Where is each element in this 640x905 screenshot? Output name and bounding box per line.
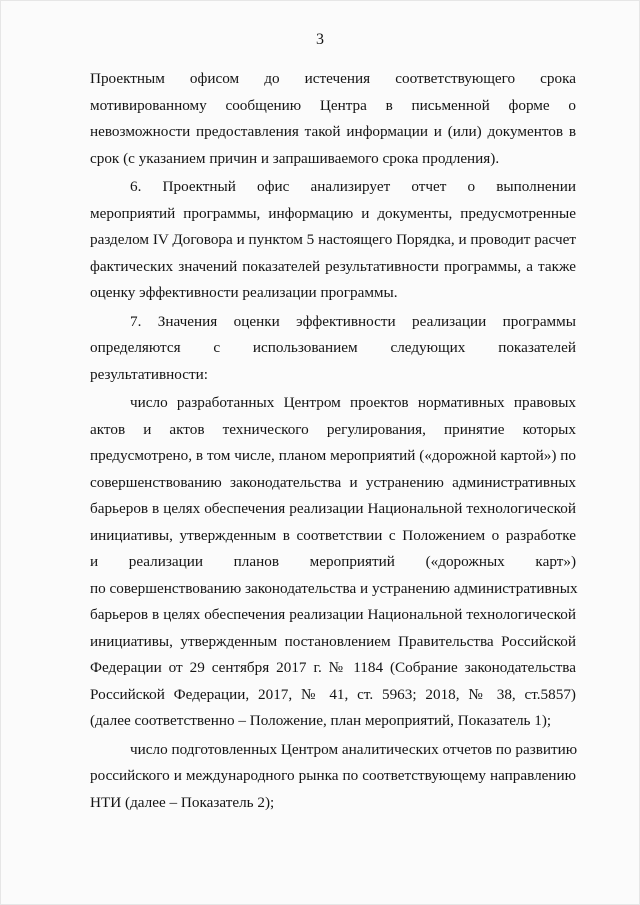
paragraph-item-7	[90, 309, 576, 389]
document-body	[90, 66, 576, 816]
paragraph-indicator-1	[90, 390, 576, 735]
text-line: мероприятий программы, информацию и документы, предусмотренные	[90, 204, 576, 222]
paragraph-continuation	[90, 66, 576, 172]
text-line: актов и актов технического регулирования, принятие которых	[90, 420, 576, 438]
text-line: барьеров в целях обеспечения реализации Национальной технологической	[90, 500, 576, 517]
text-line: Российской Федерации, 2017, № 41, ст. 5963; 2018, № 38, ст.5857)	[90, 685, 576, 703]
text-line: мотивированному сообщению Центра в письменной форме о	[90, 96, 576, 114]
paragraph-item-6	[90, 174, 576, 307]
text-line: инициативы, утвержденным в соответствии с Положением о разработке	[90, 526, 576, 544]
text-line: Проектным офисом до истечения соответствующего срока	[90, 70, 576, 87]
text-line: результативности:	[90, 365, 208, 383]
text-line: барьеров в целях обеспечения реализации Национальной технологической	[90, 606, 576, 623]
text-line: фактических значений показателей результативности программы, а также	[90, 257, 576, 275]
text-line: число разработанных Центром проектов нормативных правовых	[130, 394, 576, 411]
text-line: срок (с указанием причин и запрашиваемого срока продления).	[90, 149, 500, 167]
page-number: 3	[316, 31, 324, 48]
text-line: 6. Проектный офис анализирует отчет о выполнении	[130, 178, 576, 195]
text-line: инициативы, утвержденным постановлением Правительства Российской	[90, 632, 576, 650]
text-line: оценку эффективности реализации программы.	[90, 284, 398, 301]
text-line: число подготовленных Центром аналитических отчетов по развитию	[130, 740, 578, 758]
text-line: и реализации планов мероприятий («дорожных карт»)	[90, 553, 576, 570]
text-line: определяются с использованием следующих показателей	[90, 339, 576, 356]
text-line: совершенствованию законодательства и устранению административных	[90, 473, 576, 491]
paragraph-indicator-2	[90, 737, 576, 817]
text-line: 7. Значения оценки эффективности реализации программы	[130, 312, 576, 330]
text-line: Федерации от 29 сентября 2017 г. № 1184 (Собрание законодательства	[90, 659, 576, 676]
text-line: (далее соответственно – Положение, план мероприятий, Показатель 1);	[90, 712, 552, 729]
text-line: российского и международного рынка по соответствующему направлению	[90, 767, 576, 784]
text-line: по совершенствованию законодательства и устранению административных	[90, 579, 578, 597]
text-line: невозможности предоставления такой информации и (или) документов в	[90, 123, 576, 140]
text-line: предусмотрено, в том числе, планом мероприятий («дорожной картой») по	[90, 447, 576, 464]
text-line: НТИ (далее – Показатель 2);	[90, 793, 275, 811]
text-line: разделом IV Договора и пунктом 5 настоящего Порядка, и проводит расчет	[90, 231, 576, 248]
